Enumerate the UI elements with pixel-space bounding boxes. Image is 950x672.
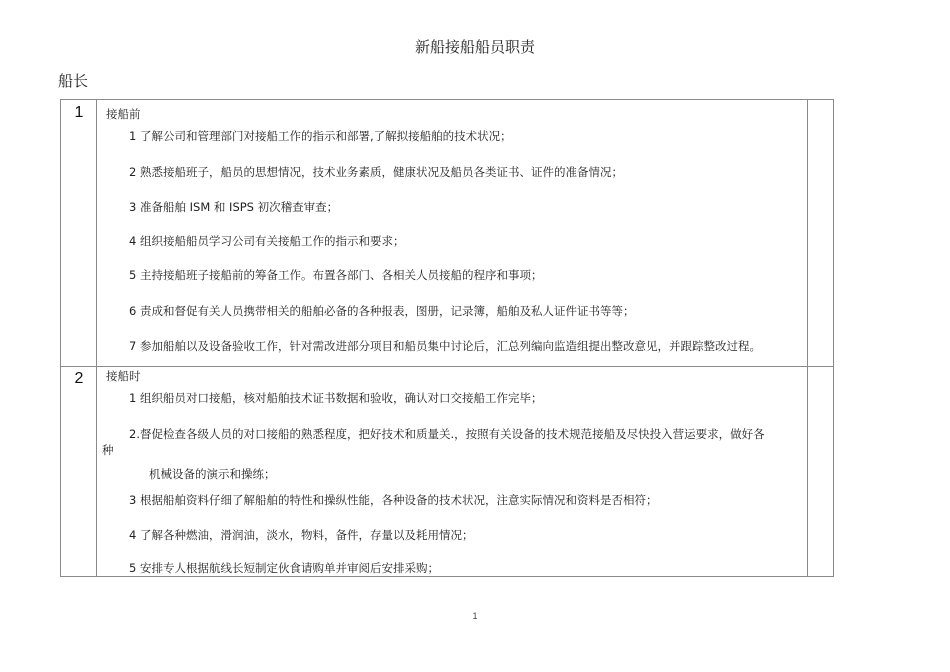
- duty-item: 1 组织船员对口接船，核对船舶技术证书数据和验收，确认对口交接船工作完毕；: [129, 391, 543, 405]
- column-divider-remarks: [807, 100, 808, 576]
- duty-item: 5 主持接船班子接船前的筹备工作。布置各部门、各相关人员接船的程序和事项；: [129, 268, 543, 282]
- section-heading: 接船时: [106, 369, 141, 383]
- duty-item: 6 责成和督促有关人员携带相关的船舶必备的各种报表，图册，记录簿，船舶及私人证件证书等等；: [129, 304, 635, 318]
- duty-item: 1 了解公司和管理部门对接船工作的指示和部署,了解拟接船舶的技术状况；: [129, 129, 512, 143]
- duty-item: 4 组织接船船员学习公司有关接船工作的指示和要求；: [129, 234, 405, 248]
- duty-item-wrap: 种: [102, 443, 114, 457]
- section-number: 1: [74, 104, 84, 121]
- duties-table: [60, 99, 834, 577]
- role-heading: 船长: [58, 72, 89, 90]
- section-number: 2: [74, 370, 84, 387]
- duty-item: 4 了解各种燃油，滑润油，淡水，物料，备件，存量以及耗用情况；: [129, 528, 474, 542]
- column-divider-number: [96, 100, 97, 576]
- duty-item-continuation: 机械设备的演示和操练；: [149, 467, 276, 481]
- duty-item: 3 准备船舶 ISM 和 ISPS 初次稽查审查；: [129, 200, 339, 214]
- document-title: 新船接船船员职责: [414, 38, 535, 56]
- duty-item: 2.督促检查各级人员的对口接船的熟悉程度，把好技术和质量关.，按照有关设备的技术规范接船及尽快投入营运要求，做好各: [129, 427, 765, 441]
- duty-item: 3 根据船舶资料仔细了解船舶的特性和操纵性能，各种设备的技术状况，注意实际情况和资料是否相符；: [129, 493, 658, 507]
- duty-item: 2 熟悉接船班子，船员的思想情况，技术业务素质，健康状况及船员各类证书、证件的准备情况；: [129, 165, 623, 179]
- section-heading: 接船前: [106, 107, 141, 121]
- page-number: 1: [472, 611, 478, 621]
- duty-item: 7 参加船舶以及设备验收工作，针对需改进部分项目和船员集中讨论后，汇总列编向监造组提出整改意见，并跟踪整改过程。: [129, 339, 761, 353]
- duty-item: 5 安排专人根据航线长短制定伙食请购单并审阅后安排采购；: [129, 561, 439, 575]
- row-divider: [61, 366, 833, 367]
